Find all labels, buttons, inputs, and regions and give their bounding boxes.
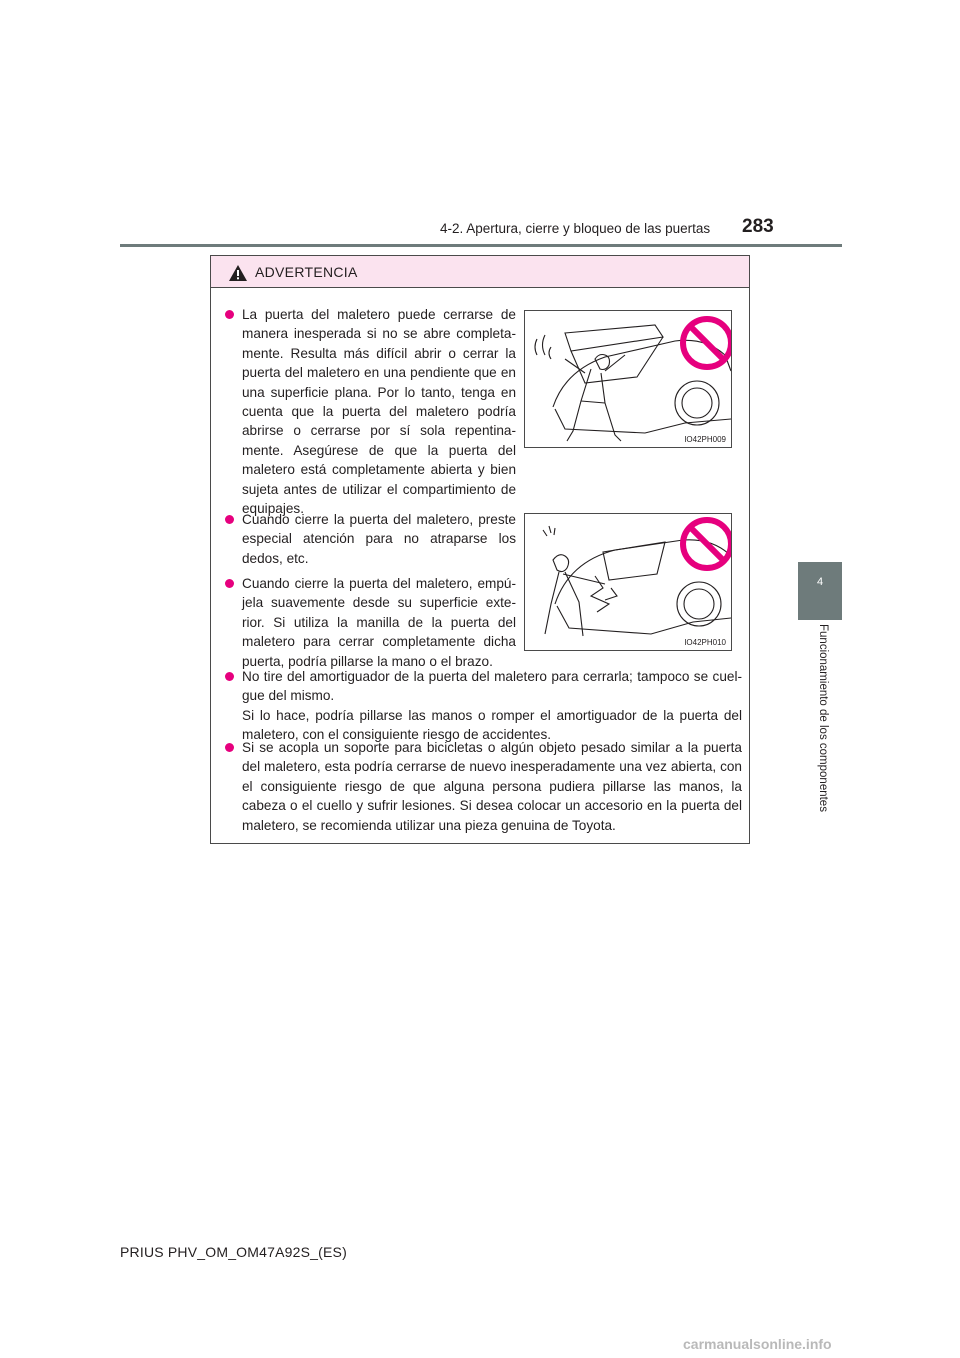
figure-trunk-lid-closing — [524, 513, 732, 651]
warning-item-2 — [242, 510, 516, 568]
bullet-icon — [225, 515, 234, 524]
warning-header — [211, 256, 749, 288]
chapter-tab — [798, 562, 842, 620]
header-rule — [120, 244, 842, 247]
warning-triangle-icon — [228, 264, 248, 282]
car-trunk-pinch-illustration — [525, 514, 732, 651]
bullet-icon — [225, 579, 234, 588]
warning-item-4 — [242, 667, 742, 745]
warning-item-1 — [242, 305, 516, 518]
chapter-number: 4 — [816, 576, 824, 588]
chapter-title: Funcionamiento de los componentes — [817, 624, 829, 812]
figure-trunk-lid-slope — [524, 310, 732, 448]
warning-title: ADVERTENCIA — [255, 264, 358, 280]
bullet-icon — [225, 743, 234, 752]
warning-item-note: Si lo hace, podría pillarse las manos o romper el amortiguador de la puerta del maletero, con el consiguiente riesgo de accidentes. — [242, 707, 742, 743]
figure-code: IO42PH010 — [684, 638, 726, 647]
car-trunk-person-illustration — [525, 311, 732, 448]
page-number: 283 — [742, 216, 774, 237]
warning-item-text: La puerta del maletero puede cerrarse de manera inesperada si no se abre completa-mente. Resulta más difícil abrir o cerrar la puerta del maletero en una pendiente que en una superficie plana. Por lo tanto, tenga en cuenta que la puerta del maletero podría abrirse o cerrarse por sí sola repentina-mente. Asegúrese de que la puerta del maletero está completamente abierta y bien sujeta antes de utilizar el compartimiento de equipajes. — [242, 307, 516, 517]
document-reference: PRIUS PHV_OM_OM47A92S_(ES) — [120, 1244, 347, 1260]
bullet-icon — [225, 672, 234, 681]
warning-item-3 — [242, 574, 516, 671]
bullet-icon — [225, 310, 234, 319]
warning-item-text: Cuando cierre la puerta del maletero, preste especial atención para no atraparse los dedos, etc. — [242, 512, 516, 566]
figure-code: IO42PH009 — [684, 435, 726, 444]
warning-item-text: No tire del amortiguador de la puerta del maletero para cerrarla; tampoco se cuel-gue del mismo. — [242, 669, 742, 704]
warning-item-text: Cuando cierre la puerta del maletero, empú-jela suavemente desde su superficie exte-rior. Si utiliza la manilla de la puerta del maletero para cerrar completamente dicha puerta, podría pillarse la mano o el brazo. — [242, 576, 516, 669]
warning-item-5 — [242, 738, 742, 835]
watermark: carmanualsonline.info — [683, 1336, 832, 1352]
running-header-section: 4-2. Apertura, cierre y bloqueo de las puertas — [440, 221, 711, 236]
warning-box — [210, 255, 750, 844]
warning-item-text: Si se acopla un soporte para bicicletas o algún objeto pesado similar a la puerta del maletero, esta podría cerrarse de nuevo inesperadamente una vez abierta, con el consiguiente riesgo de que alguna persona pudiera pillarse las manos, la cabeza o el cuello y sufrir lesiones. Si desea colocar un accesorio en la puerta del maletero, se recomienda utilizar una pieza genuina de Toyota. — [242, 740, 742, 833]
